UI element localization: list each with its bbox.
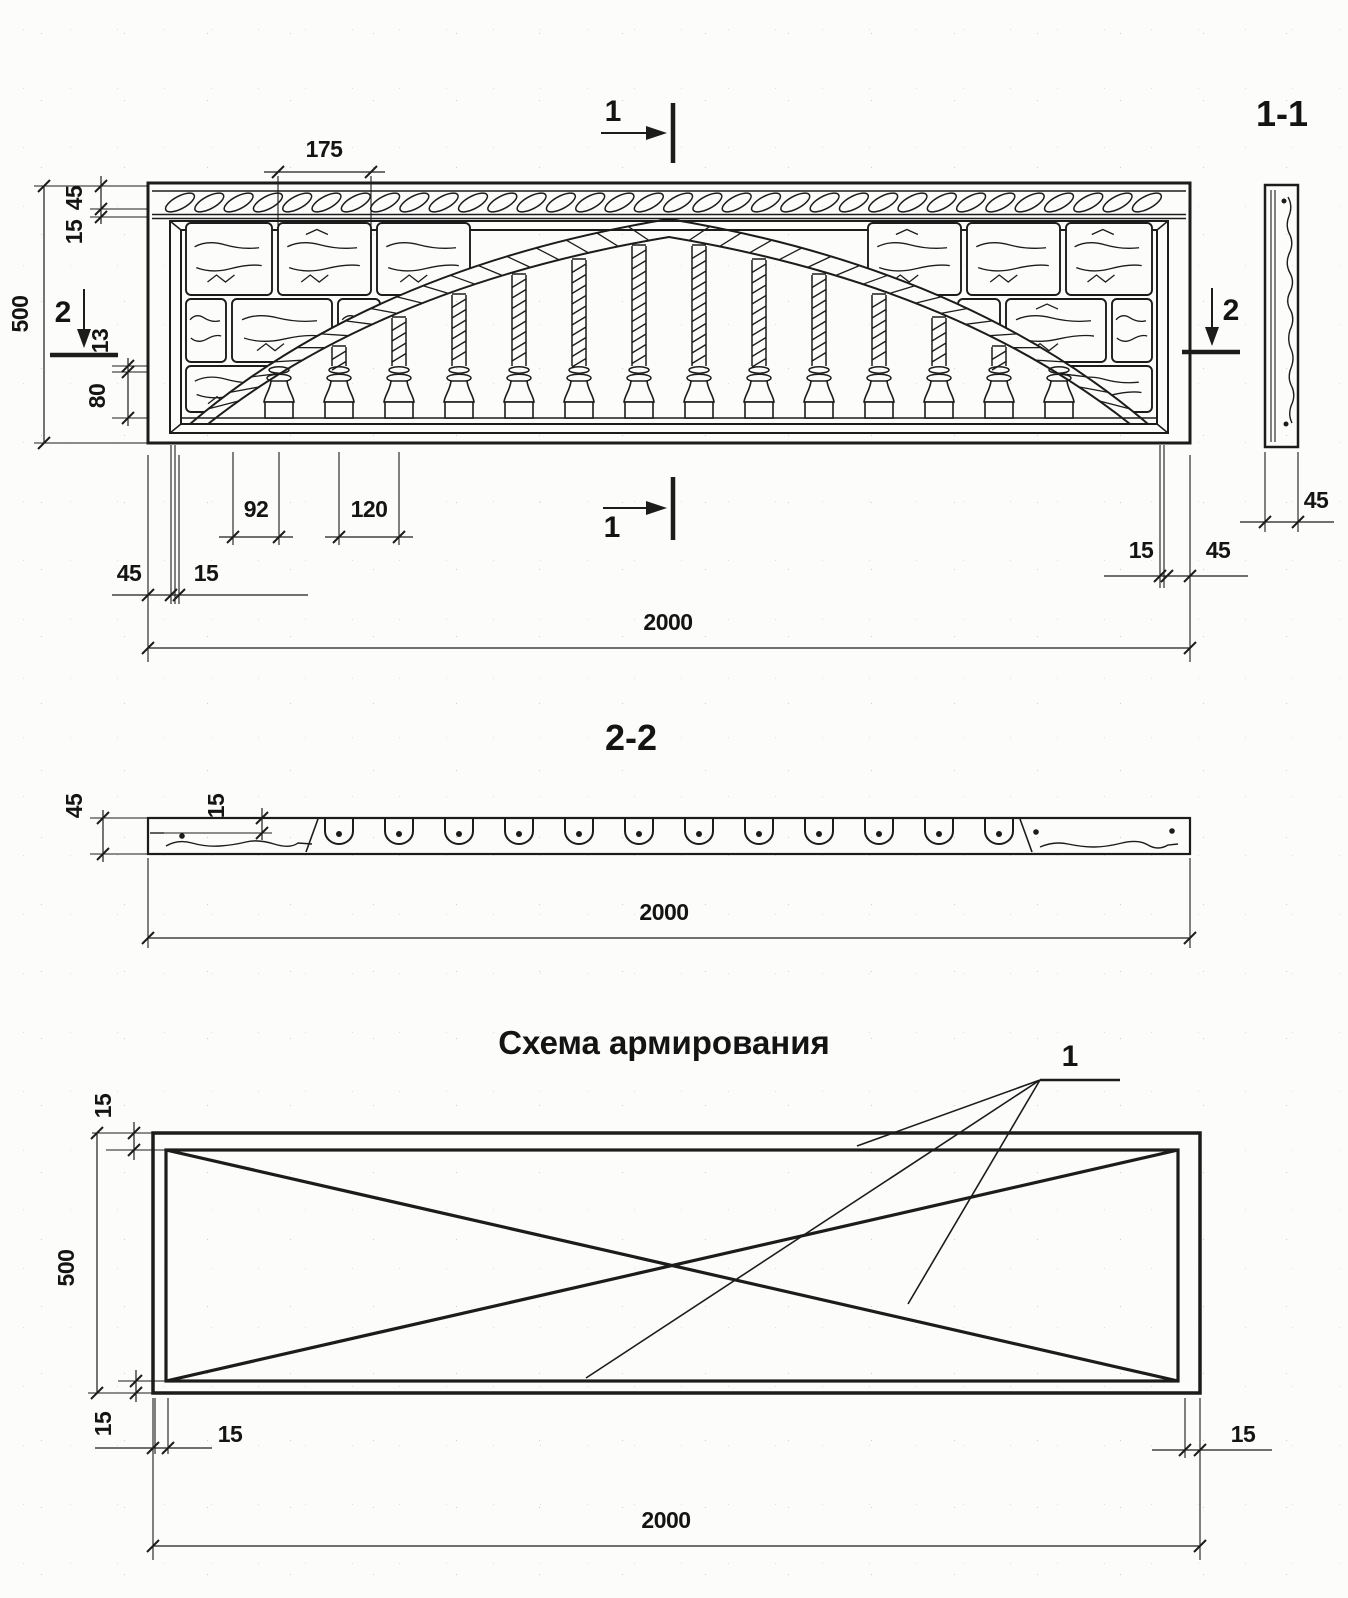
bar-dot xyxy=(1169,828,1175,834)
dim-recess-right: 15 xyxy=(1128,537,1154,563)
dim-cover-right: 15 xyxy=(1230,1421,1256,1447)
reinforcement-scheme xyxy=(153,1080,1200,1393)
dim-strip-height: 45 xyxy=(61,793,87,819)
baluster-cut-sections xyxy=(325,819,1013,844)
dim-recess-top: 15 xyxy=(61,219,87,245)
section-face-lines xyxy=(1271,190,1275,442)
relief-profile-line xyxy=(1287,197,1294,423)
dim-panel-height: 500 xyxy=(7,295,33,333)
anchor-dot xyxy=(1284,422,1289,427)
dim-frame-right: 45 xyxy=(1205,537,1231,563)
dim-panel-width: 2000 xyxy=(643,609,693,635)
scheme-title: Схема армирования xyxy=(498,1024,830,1061)
dim-rail-height: 45 xyxy=(61,185,87,211)
dim-baluster-spacing: 120 xyxy=(350,496,388,522)
cut-2-right-arrowhead xyxy=(1205,327,1219,346)
dim-recess-left: 15 xyxy=(193,560,219,586)
elevation-view xyxy=(148,183,1190,443)
cut-1-bottom-arrowhead xyxy=(646,501,667,515)
right-stone-relief xyxy=(1040,841,1178,848)
dim-scheme-width: 2000 xyxy=(641,1507,691,1533)
dim-cover-bottom: 15 xyxy=(90,1411,116,1437)
dim-scheme-height: 500 xyxy=(53,1249,79,1287)
rope-band-links xyxy=(163,189,1164,215)
bar-dot xyxy=(179,833,185,839)
section-2-2-view xyxy=(148,818,1190,854)
section-1-1-view xyxy=(1265,185,1298,447)
dim-frame-left: 45 xyxy=(116,560,142,586)
dim-cover-top: 15 xyxy=(90,1093,116,1119)
strip-outline xyxy=(148,818,1190,854)
dim-base-height: 80 xyxy=(84,383,110,409)
anchor-dot xyxy=(1282,199,1287,204)
dim-cover-left: 15 xyxy=(217,1421,243,1447)
left-cut-edge xyxy=(306,819,318,852)
cut-1-top-arrowhead xyxy=(646,126,667,140)
dim-strip-width: 2000 xyxy=(639,899,689,925)
cut-2-left-label: 2 xyxy=(54,296,72,329)
dim-stone-width: 175 xyxy=(305,136,343,162)
bar-dot xyxy=(1033,829,1039,835)
rebar-item-label: 1 xyxy=(1061,1040,1079,1073)
left-stone-relief xyxy=(166,841,312,846)
cut-1-bottom-label: 1 xyxy=(603,511,621,544)
rebar-diagonals xyxy=(166,1150,1178,1381)
dim-strip-recess: 15 xyxy=(203,793,229,819)
section-2-2-title: 2-2 xyxy=(604,717,658,758)
cut-2-right-label: 2 xyxy=(1222,294,1240,327)
dim-spacing-first: 92 xyxy=(243,496,269,522)
section-1-1-title: 1-1 xyxy=(1255,93,1309,134)
dim-section-thickness: 45 xyxy=(1303,487,1329,513)
cut-1-top-label: 1 xyxy=(604,95,622,128)
dim-joint: 13 xyxy=(87,328,113,354)
right-cut-edge xyxy=(1020,819,1032,852)
